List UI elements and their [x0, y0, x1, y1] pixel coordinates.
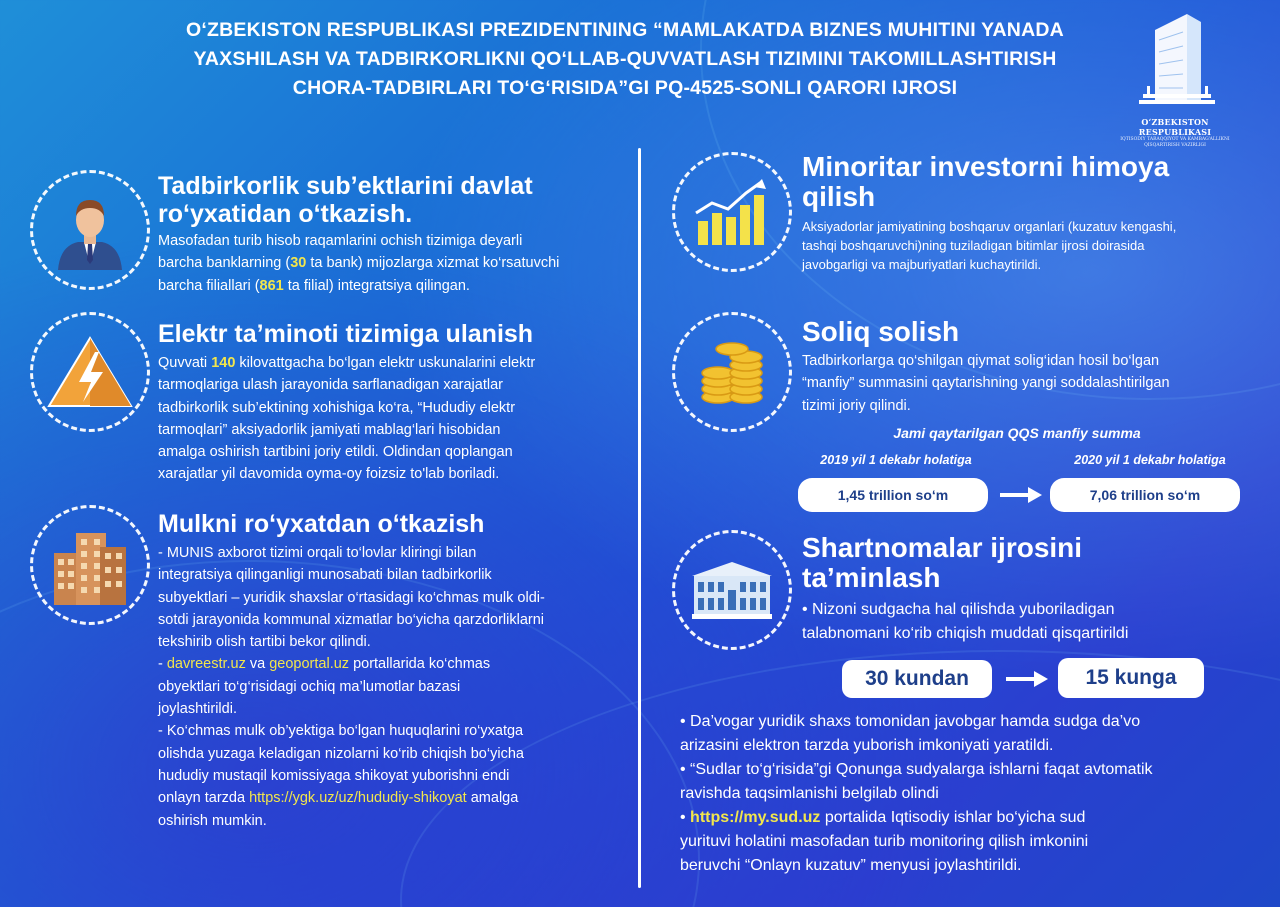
property-circle: [30, 505, 150, 625]
logo-subtitle: IQTISODIY TARAQQIYOT VA KAMBAG‘ALLIKNI: [1120, 137, 1230, 142]
contracts-title: Shartnomalar ijrosini ta’minlash: [802, 532, 1083, 593]
value-2020: 7,06 trillion so‘m: [1050, 478, 1240, 512]
logo-title: O‘ZBEKISTON RESPUBLIKASI: [1138, 117, 1212, 137]
investor-title: Minoritar investorni himoya qilish: [802, 151, 1170, 212]
banks-count: 30: [290, 255, 307, 272]
page-title: [120, 16, 1130, 103]
tax-text: Tadbirkorlarga qo‘shilgan qiymat solig‘idan hosil bo‘lgan “manfiy” summasini qaytarishning yangi soddalashtirilgan tizimi joriy qilindi.: [802, 353, 1170, 414]
investor-circle: [672, 152, 792, 272]
property-title: Mulkni ro‘yxatdan o‘tkazish: [158, 510, 485, 538]
registration-circle: [30, 170, 150, 290]
logo-subtitle: QISQARTIRISH VAZIRLIGI: [1144, 143, 1206, 148]
investor-text: Aksiyadorlar jamiyatining boshqaruv organlari (kuzatuv kengashi, tashqi boshqaruvchi)ning tuziladigan bitimlar ijrosi doirasida javobgarligi va majburiyatlari kuchaytirildi.: [802, 219, 1177, 272]
building-icon: [50, 523, 130, 607]
contracts-bullets: • Da’vogar yuridik shaxs tomonidan javobgar hamda sudga da’vo arizasini elektron tarzda yuborish imkoniyati yaratildi. • “Sudlar to‘g‘risida”gi Qonunga sudyalarga ishlarni faqat avtomatik ravishda taqsimlanishi belgilab olindi • https://my.sud.uz portalida Iqtisodiy ishlar bo‘yicha sud yurituvi holatini masofadan turib monitoring qilish imkonini beruvchi “Onlayn kuzatuv” menyusi joylashtirildi.: [680, 713, 1153, 874]
ministry-logo: [1110, 10, 1240, 148]
title-line-2: YAXSHILASH VA TADBIRKORLIKNI QO‘LLAB-QUVVATLASH TIZIMINI TAKOMILLASHTIRISH: [193, 48, 1057, 70]
mysud-link[interactable]: https://my.sud.uz: [690, 809, 821, 826]
ygk-link[interactable]: https://ygk.uz/uz/hududiy-shikoyat: [249, 790, 467, 807]
electricity-circle: [30, 312, 150, 432]
title-line-3: CHORA-TADBIRLARI TO‘G‘RISIDA”GI PQ-4525-SONLI QARORI IJROSI: [292, 77, 958, 99]
arrow-right-icon: [1000, 487, 1042, 503]
date-2019: 2019 yil 1 dekabr holatiga: [820, 453, 972, 467]
davreestr-link[interactable]: davreestr.uz: [166, 656, 246, 673]
contracts-circle: [672, 530, 792, 650]
courthouse-icon: [688, 560, 776, 620]
contracts-text: • Nizoni sudgacha hal qilishda yuboriladigan talabnomani ko‘rib chiqish muddati qisqartirildi: [802, 601, 1129, 642]
ministry-building-icon: [1125, 10, 1225, 110]
arrow-right-icon: [1006, 671, 1048, 687]
geoportal-link[interactable]: geoportal.uz: [269, 656, 350, 673]
property-text: - MUNIS axborot tizimi orqali to‘lovlar kliringi bilan integratsiya qilinganligi munosabati bilan tadbirkorlik subyektlari – yuridik shaxslar o‘rtasidagi ko‘chmas mulk oldi- sotdi jarayonida kommunal xizmatlar bo‘yicha qarzdorliklarni tekshirib olish tartibi bekor qilindi. - davreestr.uz va geoportal.uz portallarida ko‘chmas obyektlari to‘g‘risidagi ochiq ma’lumotlar bazasi joylashtirildi. - Ko‘chmas mulk ob’yektiga bo‘lgan huquqlarini ro‘yxatga olishda yuzaga keladigan nizolarni ko‘rib chiqish bo‘yicha hududiy mustaqil komissiyaga shikoyat yuborishni endi onlayn tarzda https://ygk.uz/uz/hududiy-shikoyat amalga oshirish mumkin.: [158, 545, 545, 829]
tax-circle: [672, 312, 792, 432]
power-limit: 140: [211, 355, 236, 371]
vat-caption: Jami qaytarilgan QQS manfiy summa: [893, 425, 1141, 441]
registration-title: Tadbirkorlik sub’ektlarini davlat ro‘yxatidan o‘tkazish.: [158, 172, 533, 228]
column-divider: [638, 148, 641, 888]
electricity-title: Elektr ta’minoti tizimiga ulanish: [158, 320, 534, 348]
coins-icon: [690, 337, 774, 407]
branches-count: 861: [259, 277, 284, 294]
tax-title: Soliq solish: [802, 316, 960, 347]
value-2019: 1,45 trillion so‘m: [798, 478, 988, 512]
title-line-1: O‘ZBEKISTON RESPUBLIKASI PREZIDENTINING “MAMLAKATDA BIZNES MUHITINI YANADA: [186, 19, 1064, 41]
registration-text: Masofadan turib hisob raqamlarini ochish tizimiga deyarli barcha banklarning (30 ta bank) mijozlarga xizmat ko‘rsatuvchi barcha filiallari (861 ta filial) integratsiya qilingan.: [158, 233, 560, 294]
businessman-icon: [48, 188, 132, 272]
term-before: 30 kundan: [842, 660, 992, 698]
growth-chart-icon: [692, 177, 772, 247]
lightning-icon: [45, 332, 135, 412]
date-2020: 2020 yil 1 dekabr holatiga: [1074, 453, 1226, 467]
term-after: 15 kunga: [1058, 658, 1204, 698]
electricity-text: Quvvati 140 kilovattgacha bo‘lgan elektr uskunalarini elektr tarmoqlariga ulash jarayonida sarflanadigan xarajatlar tadbirkorlik sub’ektining xohishiga ko‘ra, “Hududiy elektr tarmoqlari” aksiyadorlik jamiyati mablag‘lari hisobidan amalga oshirish tartibini joriy etildi. Oldindan qoplangan xarajatlar yil davomida oyma-oy foizsiz to'lab boriladi.: [158, 355, 536, 483]
